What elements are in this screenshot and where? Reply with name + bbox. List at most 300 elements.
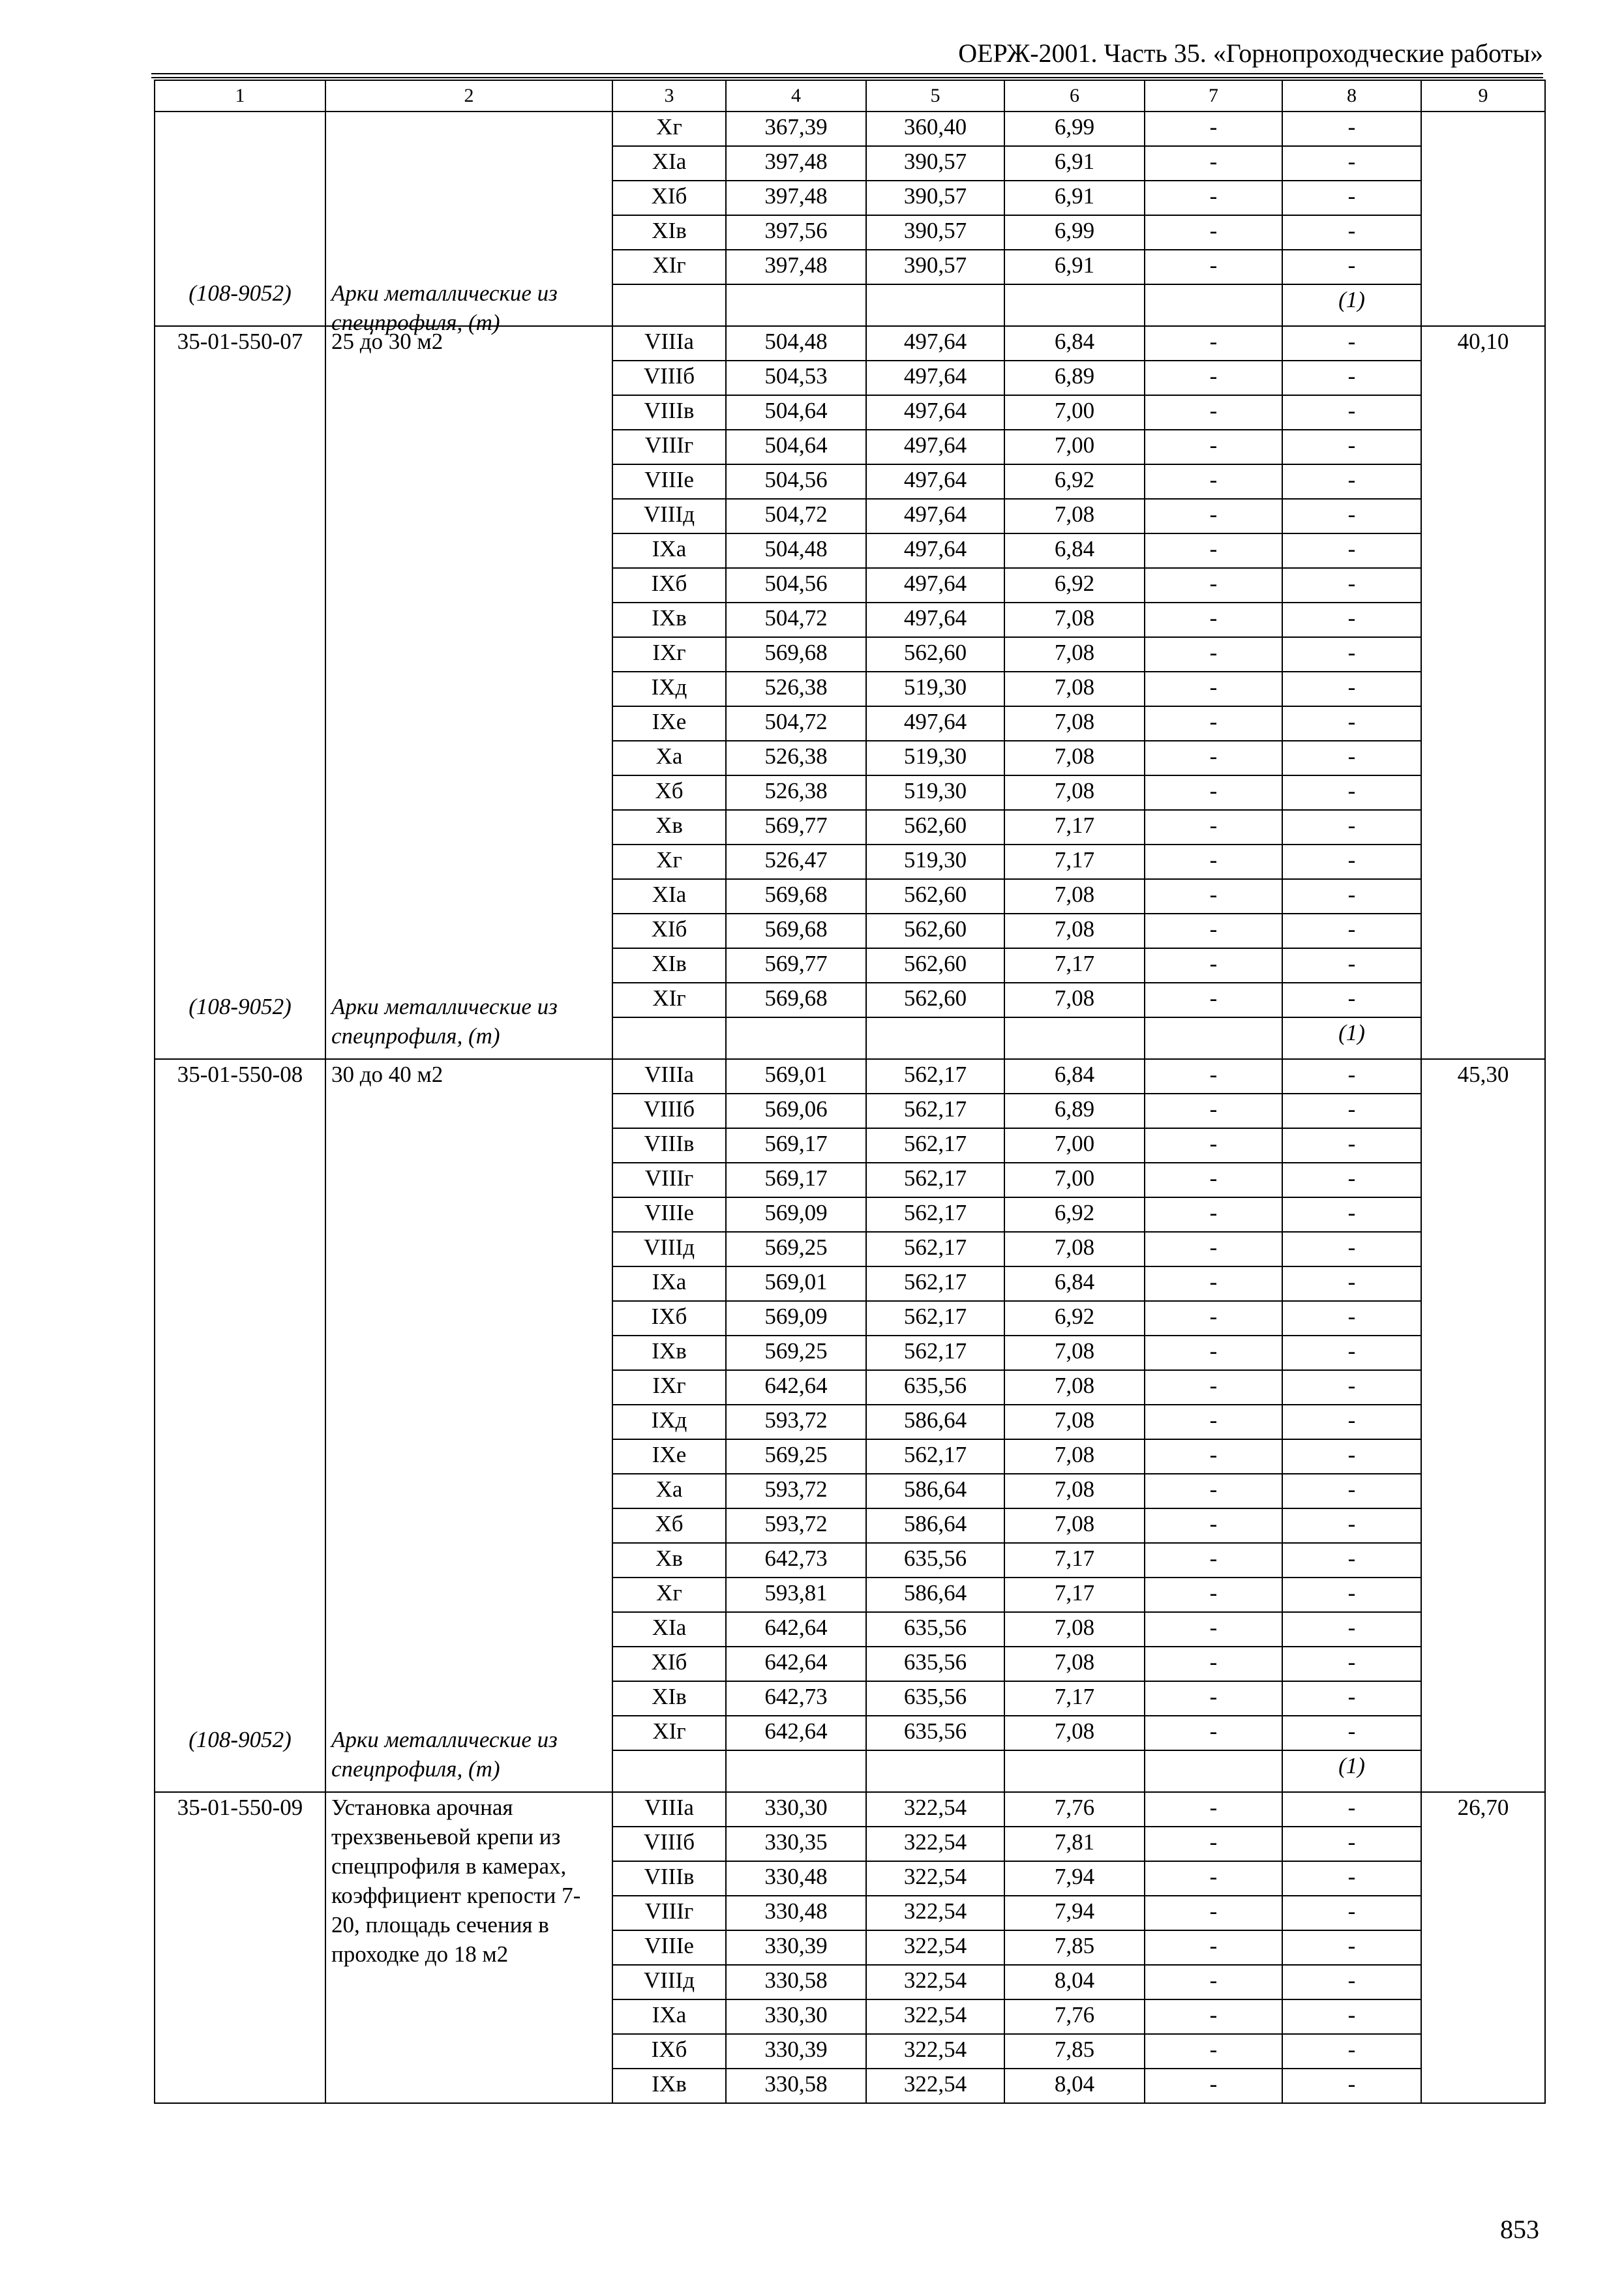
- total-cost-cell: 569,25: [726, 1232, 866, 1266]
- labor-cost-cell: 390,57: [866, 215, 1004, 250]
- machine-cost-cell: 6,92: [1004, 568, 1145, 603]
- driver-wage-cell: -: [1145, 1059, 1282, 1094]
- resource-code: (108-9052): [188, 994, 292, 1019]
- machine-cost-cell: 7,08: [1004, 706, 1145, 741]
- machine-cost-cell: 7,08: [1004, 603, 1145, 637]
- soil-category-cell: Xг: [612, 1578, 726, 1612]
- total-cost-cell: 504,48: [726, 533, 866, 568]
- soil-category-cell: VIIIв: [612, 395, 726, 430]
- machine-cost-cell: 7,76: [1004, 1999, 1145, 2034]
- labor-cost-cell: 519,30: [866, 775, 1004, 810]
- driver-wage-cell: -: [1145, 879, 1282, 914]
- column-number: 5: [866, 80, 1004, 112]
- material-cost-cell: -: [1282, 983, 1421, 1017]
- machine-cost-cell: 7,00: [1004, 1128, 1145, 1163]
- total-cost-cell: 569,77: [726, 948, 866, 983]
- material-cost-cell: -: [1282, 1827, 1421, 1861]
- machine-cost-cell: 7,08: [1004, 914, 1145, 948]
- machine-cost-cell: 6,92: [1004, 1197, 1145, 1232]
- total-cost-cell: 642,73: [726, 1543, 866, 1578]
- material-cost-cell: -: [1282, 879, 1421, 914]
- material-cost-cell: -: [1282, 1094, 1421, 1128]
- driver-wage-cell: -: [1145, 499, 1282, 533]
- labor-cost-cell: 322,54: [866, 2034, 1004, 2069]
- total-cost-cell: 569,01: [726, 1266, 866, 1301]
- material-cost-cell: -: [1282, 672, 1421, 706]
- material-cost-cell: -: [1282, 1681, 1421, 1716]
- driver-wage-cell: -: [1145, 1681, 1282, 1716]
- labor-cost-cell: 497,64: [866, 395, 1004, 430]
- soil-category-cell: VIIIе: [612, 1930, 726, 1965]
- total-cost-cell: 526,38: [726, 741, 866, 775]
- empty-cell: [1145, 284, 1282, 326]
- driver-wage-cell: -: [1145, 430, 1282, 464]
- labor-cost-cell: 360,40: [866, 112, 1004, 146]
- machine-cost-cell: 7,17: [1004, 948, 1145, 983]
- driver-wage-cell: -: [1145, 948, 1282, 983]
- soil-category-cell: IXв: [612, 1336, 726, 1370]
- rate-code-cell: [155, 1792, 325, 2103]
- labor-hours-cell: 26,70: [1421, 1792, 1545, 2103]
- resource-name: Арки металлические из спецпрофиля, (т): [331, 280, 558, 335]
- labor-cost-cell: 322,54: [866, 1930, 1004, 1965]
- labor-cost-cell: 635,56: [866, 1681, 1004, 1716]
- soil-category-cell: Xб: [612, 775, 726, 810]
- work-description: 30 до 40 м2: [331, 1062, 444, 1087]
- empty-cell: [726, 1017, 866, 1059]
- soil-category-cell: XIг: [612, 983, 726, 1017]
- machine-cost-cell: 7,85: [1004, 2034, 1145, 2069]
- material-cost-cell: -: [1282, 1439, 1421, 1474]
- total-cost-cell: 569,77: [726, 810, 866, 845]
- machine-cost-cell: 7,08: [1004, 775, 1145, 810]
- driver-wage-cell: -: [1145, 1232, 1282, 1266]
- soil-category-cell: VIIIб: [612, 1827, 726, 1861]
- total-cost-cell: 569,25: [726, 1439, 866, 1474]
- material-cost-cell: -: [1282, 1059, 1421, 1094]
- soil-category-cell: IXа: [612, 1266, 726, 1301]
- soil-category-cell: IXб: [612, 1301, 726, 1336]
- driver-wage-cell: -: [1145, 1439, 1282, 1474]
- soil-category-cell: IXе: [612, 1439, 726, 1474]
- material-cost-cell: -: [1282, 1896, 1421, 1930]
- driver-wage-cell: -: [1145, 1827, 1282, 1861]
- driver-wage-cell: -: [1145, 1197, 1282, 1232]
- driver-wage-cell: -: [1145, 146, 1282, 181]
- labor-cost-cell: 586,64: [866, 1508, 1004, 1543]
- labor-cost-cell: 635,56: [866, 1612, 1004, 1647]
- resource-code: (108-9052): [188, 1727, 292, 1752]
- labor-cost-cell: 562,60: [866, 810, 1004, 845]
- resource-quantity-cell: (1): [1282, 1017, 1421, 1059]
- machine-cost-cell: 7,76: [1004, 1792, 1145, 1827]
- total-cost-cell: 330,58: [726, 2069, 866, 2103]
- labor-cost-cell: 562,17: [866, 1439, 1004, 1474]
- total-cost-cell: 569,06: [726, 1094, 866, 1128]
- rates-table: [154, 80, 1546, 2104]
- soil-category-cell: VIIIб: [612, 361, 726, 395]
- total-cost-cell: 397,56: [726, 215, 866, 250]
- work-description: 25 до 30 м2: [331, 329, 444, 354]
- machine-cost-cell: 7,08: [1004, 637, 1145, 672]
- material-cost-cell: -: [1282, 1266, 1421, 1301]
- driver-wage-cell: -: [1145, 603, 1282, 637]
- machine-cost-cell: 8,04: [1004, 2069, 1145, 2103]
- total-cost-cell: 330,48: [726, 1861, 866, 1896]
- labor-cost-cell: 635,56: [866, 1716, 1004, 1750]
- work-description-cell: [325, 112, 612, 335]
- material-cost-cell: -: [1282, 1370, 1421, 1405]
- soil-category-cell: XIа: [612, 1612, 726, 1647]
- total-cost-cell: 504,48: [726, 326, 866, 361]
- material-cost-cell: -: [1282, 464, 1421, 499]
- labor-cost-cell: 497,64: [866, 533, 1004, 568]
- labor-cost-cell: 586,64: [866, 1578, 1004, 1612]
- total-cost-cell: 367,39: [726, 112, 866, 146]
- soil-category-cell: VIIIе: [612, 1197, 726, 1232]
- labor-cost-cell: 586,64: [866, 1474, 1004, 1508]
- machine-cost-cell: 7,08: [1004, 1508, 1145, 1543]
- machine-cost-cell: 7,94: [1004, 1896, 1145, 1930]
- total-cost-cell: 642,73: [726, 1681, 866, 1716]
- machine-cost-cell: 6,84: [1004, 1059, 1145, 1094]
- labor-cost-cell: 519,30: [866, 672, 1004, 706]
- soil-category-cell: IXа: [612, 1999, 726, 2034]
- rate-code: 35-01-550-07: [177, 329, 303, 354]
- total-cost-cell: 330,30: [726, 1999, 866, 2034]
- labor-cost-cell: 562,17: [866, 1163, 1004, 1197]
- material-cost-cell: -: [1282, 1543, 1421, 1578]
- material-cost-cell: -: [1282, 775, 1421, 810]
- total-cost-cell: 504,72: [726, 706, 866, 741]
- empty-cell: [1004, 1750, 1145, 1792]
- driver-wage-cell: -: [1145, 741, 1282, 775]
- driver-wage-cell: -: [1145, 1266, 1282, 1301]
- driver-wage-cell: -: [1145, 775, 1282, 810]
- material-cost-cell: -: [1282, 499, 1421, 533]
- driver-wage-cell: -: [1145, 810, 1282, 845]
- driver-wage-cell: -: [1145, 568, 1282, 603]
- soil-category-cell: IXд: [612, 672, 726, 706]
- labor-cost-cell: 562,17: [866, 1197, 1004, 1232]
- driver-wage-cell: -: [1145, 706, 1282, 741]
- material-cost-cell: -: [1282, 1647, 1421, 1681]
- driver-wage-cell: -: [1145, 1128, 1282, 1163]
- soil-category-cell: VIIIг: [612, 1163, 726, 1197]
- table-row: [155, 1792, 1545, 1827]
- material-cost-cell: -: [1282, 181, 1421, 215]
- machine-cost-cell: 6,89: [1004, 1094, 1145, 1128]
- machine-cost-cell: 6,91: [1004, 181, 1145, 215]
- machine-cost-cell: 8,04: [1004, 1965, 1145, 1999]
- material-cost-cell: -: [1282, 395, 1421, 430]
- soil-category-cell: IXе: [612, 706, 726, 741]
- driver-wage-cell: -: [1145, 1930, 1282, 1965]
- soil-category-cell: VIIIа: [612, 1059, 726, 1094]
- total-cost-cell: 504,72: [726, 603, 866, 637]
- column-number: 4: [726, 80, 866, 112]
- table-row: [155, 1059, 1545, 1094]
- machine-cost-cell: 7,17: [1004, 1543, 1145, 1578]
- material-cost-cell: -: [1282, 1508, 1421, 1543]
- work-description-cell: [325, 1059, 612, 1792]
- machine-cost-cell: 7,85: [1004, 1930, 1145, 1965]
- driver-wage-cell: -: [1145, 1716, 1282, 1750]
- machine-cost-cell: 7,08: [1004, 1612, 1145, 1647]
- labor-cost-cell: 562,17: [866, 1128, 1004, 1163]
- total-cost-cell: 569,09: [726, 1301, 866, 1336]
- column-number: 8: [1282, 80, 1421, 112]
- empty-cell: [866, 1750, 1004, 1792]
- column-number: 6: [1004, 80, 1145, 112]
- soil-category-cell: VIIIд: [612, 499, 726, 533]
- total-cost-cell: 504,64: [726, 395, 866, 430]
- soil-category-cell: Xа: [612, 1474, 726, 1508]
- soil-category-cell: XIв: [612, 215, 726, 250]
- rate-code: 35-01-550-08: [177, 1062, 303, 1087]
- labor-cost-cell: 562,17: [866, 1266, 1004, 1301]
- material-cost-cell: -: [1282, 1861, 1421, 1896]
- driver-wage-cell: -: [1145, 1578, 1282, 1612]
- soil-category-cell: Xв: [612, 810, 726, 845]
- soil-category-cell: XIв: [612, 948, 726, 983]
- labor-cost-cell: 635,56: [866, 1647, 1004, 1681]
- rate-code-cell: [155, 1059, 325, 1792]
- material-cost-cell: -: [1282, 1197, 1421, 1232]
- labor-cost-cell: 562,60: [866, 983, 1004, 1017]
- document-header-title: ОЕРЖ-2001. Часть 35. «Горнопроходческие работы»: [958, 38, 1543, 68]
- material-cost-cell: -: [1282, 2034, 1421, 2069]
- driver-wage-cell: -: [1145, 1965, 1282, 1999]
- labor-cost-cell: 322,54: [866, 1861, 1004, 1896]
- resource-quantity-cell: (1): [1282, 284, 1421, 326]
- labor-cost-cell: 322,54: [866, 1965, 1004, 1999]
- soil-category-cell: Xб: [612, 1508, 726, 1543]
- labor-cost-cell: 635,56: [866, 1543, 1004, 1578]
- machine-cost-cell: 7,17: [1004, 1578, 1145, 1612]
- driver-wage-cell: -: [1145, 1647, 1282, 1681]
- driver-wage-cell: -: [1145, 1792, 1282, 1827]
- driver-wage-cell: -: [1145, 672, 1282, 706]
- material-cost-cell: -: [1282, 637, 1421, 672]
- driver-wage-cell: -: [1145, 1370, 1282, 1405]
- rate-code-cell: [155, 326, 325, 1059]
- total-cost-cell: 569,17: [726, 1128, 866, 1163]
- total-cost-cell: 569,68: [726, 914, 866, 948]
- driver-wage-cell: -: [1145, 181, 1282, 215]
- soil-category-cell: XIг: [612, 250, 726, 284]
- soil-category-cell: VIIIе: [612, 464, 726, 499]
- total-cost-cell: 526,47: [726, 845, 866, 879]
- total-cost-cell: 593,72: [726, 1474, 866, 1508]
- machine-cost-cell: 7,17: [1004, 810, 1145, 845]
- labor-hours-cell: 40,10: [1421, 326, 1545, 1059]
- column-number: 9: [1421, 80, 1545, 112]
- driver-wage-cell: -: [1145, 464, 1282, 499]
- material-cost-cell: -: [1282, 948, 1421, 983]
- empty-cell: [1145, 1017, 1282, 1059]
- empty-cell: [866, 1017, 1004, 1059]
- labor-cost-cell: 390,57: [866, 146, 1004, 181]
- table-row: [155, 112, 1545, 146]
- machine-cost-cell: 7,08: [1004, 499, 1145, 533]
- labor-cost-cell: 322,54: [866, 1792, 1004, 1827]
- empty-cell: [612, 1750, 726, 1792]
- driver-wage-cell: -: [1145, 845, 1282, 879]
- soil-category-cell: IXа: [612, 533, 726, 568]
- labor-cost-cell: 562,60: [866, 637, 1004, 672]
- total-cost-cell: 397,48: [726, 146, 866, 181]
- labor-hours-cell: 45,30: [1421, 1059, 1545, 1792]
- total-cost-cell: 330,35: [726, 1827, 866, 1861]
- total-cost-cell: 397,48: [726, 250, 866, 284]
- rate-code-cell: [155, 112, 325, 326]
- material-cost-cell: -: [1282, 215, 1421, 250]
- driver-wage-cell: -: [1145, 326, 1282, 361]
- driver-wage-cell: -: [1145, 1612, 1282, 1647]
- empty-cell: [866, 284, 1004, 326]
- driver-wage-cell: -: [1145, 983, 1282, 1017]
- labor-cost-cell: 497,64: [866, 464, 1004, 499]
- total-cost-cell: 569,68: [726, 879, 866, 914]
- labor-cost-cell: 497,64: [866, 603, 1004, 637]
- empty-cell: [1004, 284, 1145, 326]
- soil-category-cell: XIв: [612, 1681, 726, 1716]
- machine-cost-cell: 7,17: [1004, 845, 1145, 879]
- material-cost-cell: -: [1282, 1999, 1421, 2034]
- driver-wage-cell: -: [1145, 1896, 1282, 1930]
- driver-wage-cell: -: [1145, 395, 1282, 430]
- soil-category-cell: XIб: [612, 914, 726, 948]
- labor-cost-cell: 562,60: [866, 914, 1004, 948]
- driver-wage-cell: -: [1145, 1163, 1282, 1197]
- total-cost-cell: 526,38: [726, 775, 866, 810]
- resource-name: Арки металлические из спецпрофиля, (т): [331, 1727, 558, 1782]
- soil-category-cell: VIIIв: [612, 1128, 726, 1163]
- page-number: 853: [1500, 2215, 1539, 2244]
- machine-cost-cell: 7,00: [1004, 395, 1145, 430]
- machine-cost-cell: 6,91: [1004, 146, 1145, 181]
- labor-cost-cell: 497,64: [866, 430, 1004, 464]
- labor-cost-cell: 322,54: [866, 1999, 1004, 2034]
- total-cost-cell: 504,56: [726, 464, 866, 499]
- labor-cost-cell: 562,17: [866, 1059, 1004, 1094]
- soil-category-cell: Xг: [612, 845, 726, 879]
- material-cost-cell: -: [1282, 706, 1421, 741]
- work-description-cell: [325, 326, 612, 1059]
- soil-category-cell: IXд: [612, 1405, 726, 1439]
- material-cost-cell: -: [1282, 1792, 1421, 1827]
- machine-cost-cell: 7,94: [1004, 1861, 1145, 1896]
- soil-category-cell: XIа: [612, 146, 726, 181]
- total-cost-cell: 569,68: [726, 983, 866, 1017]
- total-cost-cell: 593,81: [726, 1578, 866, 1612]
- machine-cost-cell: 6,89: [1004, 361, 1145, 395]
- material-cost-cell: -: [1282, 810, 1421, 845]
- material-cost-cell: -: [1282, 1405, 1421, 1439]
- labor-cost-cell: 562,17: [866, 1301, 1004, 1336]
- column-number: 2: [325, 80, 612, 112]
- total-cost-cell: 504,53: [726, 361, 866, 395]
- material-cost-cell: -: [1282, 1128, 1421, 1163]
- driver-wage-cell: -: [1145, 1474, 1282, 1508]
- driver-wage-cell: -: [1145, 215, 1282, 250]
- material-cost-cell: -: [1282, 1336, 1421, 1370]
- material-cost-cell: -: [1282, 533, 1421, 568]
- machine-cost-cell: 7,08: [1004, 1405, 1145, 1439]
- material-cost-cell: -: [1282, 603, 1421, 637]
- driver-wage-cell: -: [1145, 1999, 1282, 2034]
- driver-wage-cell: -: [1145, 637, 1282, 672]
- labor-cost-cell: 497,64: [866, 499, 1004, 533]
- labor-cost-cell: 390,57: [866, 250, 1004, 284]
- table-row: [155, 326, 1545, 361]
- total-cost-cell: 569,25: [726, 1336, 866, 1370]
- labor-cost-cell: 322,54: [866, 1896, 1004, 1930]
- total-cost-cell: 397,48: [726, 181, 866, 215]
- material-cost-cell: -: [1282, 1301, 1421, 1336]
- labor-cost-cell: 562,17: [866, 1336, 1004, 1370]
- machine-cost-cell: 7,81: [1004, 1827, 1145, 1861]
- machine-cost-cell: 7,08: [1004, 1439, 1145, 1474]
- total-cost-cell: 504,64: [726, 430, 866, 464]
- labor-cost-cell: 562,60: [866, 948, 1004, 983]
- work-description: Установка арочная трехзвеньевой крепи из спецпрофиля в камерах, коэффициент крепости 7-20, площадь сечения в проходке до 18 м2: [331, 1795, 581, 1967]
- total-cost-cell: 526,38: [726, 672, 866, 706]
- empty-cell: [612, 1017, 726, 1059]
- driver-wage-cell: -: [1145, 1405, 1282, 1439]
- material-cost-cell: -: [1282, 1612, 1421, 1647]
- total-cost-cell: 569,68: [726, 637, 866, 672]
- driver-wage-cell: -: [1145, 1543, 1282, 1578]
- machine-cost-cell: 6,84: [1004, 533, 1145, 568]
- machine-cost-cell: 6,92: [1004, 1301, 1145, 1336]
- total-cost-cell: 569,17: [726, 1163, 866, 1197]
- material-cost-cell: -: [1282, 361, 1421, 395]
- soil-category-cell: VIIIг: [612, 1896, 726, 1930]
- driver-wage-cell: -: [1145, 533, 1282, 568]
- soil-category-cell: VIIIб: [612, 1094, 726, 1128]
- labor-cost-cell: 322,54: [866, 2069, 1004, 2103]
- soil-category-cell: VIIIд: [612, 1232, 726, 1266]
- total-cost-cell: 569,09: [726, 1197, 866, 1232]
- labor-hours-cell: [1421, 112, 1545, 326]
- soil-category-cell: VIIIв: [612, 1861, 726, 1896]
- resource-code: (108-9052): [188, 280, 292, 306]
- labor-cost-cell: 497,64: [866, 361, 1004, 395]
- labor-cost-cell: 562,17: [866, 1094, 1004, 1128]
- machine-cost-cell: 7,08: [1004, 1232, 1145, 1266]
- machine-cost-cell: 6,91: [1004, 250, 1145, 284]
- machine-cost-cell: 6,84: [1004, 1266, 1145, 1301]
- machine-cost-cell: 6,99: [1004, 215, 1145, 250]
- labor-cost-cell: 562,60: [866, 879, 1004, 914]
- total-cost-cell: 330,39: [726, 2034, 866, 2069]
- labor-cost-cell: 497,64: [866, 326, 1004, 361]
- total-cost-cell: 593,72: [726, 1508, 866, 1543]
- driver-wage-cell: -: [1145, 1094, 1282, 1128]
- machine-cost-cell: 7,08: [1004, 1716, 1145, 1750]
- machine-cost-cell: 7,00: [1004, 1163, 1145, 1197]
- labor-cost-cell: 497,64: [866, 568, 1004, 603]
- machine-cost-cell: 7,08: [1004, 1370, 1145, 1405]
- soil-category-cell: VIIIг: [612, 430, 726, 464]
- machine-cost-cell: 6,92: [1004, 464, 1145, 499]
- driver-wage-cell: -: [1145, 1861, 1282, 1896]
- soil-category-cell: IXв: [612, 603, 726, 637]
- material-cost-cell: -: [1282, 1474, 1421, 1508]
- driver-wage-cell: -: [1145, 1508, 1282, 1543]
